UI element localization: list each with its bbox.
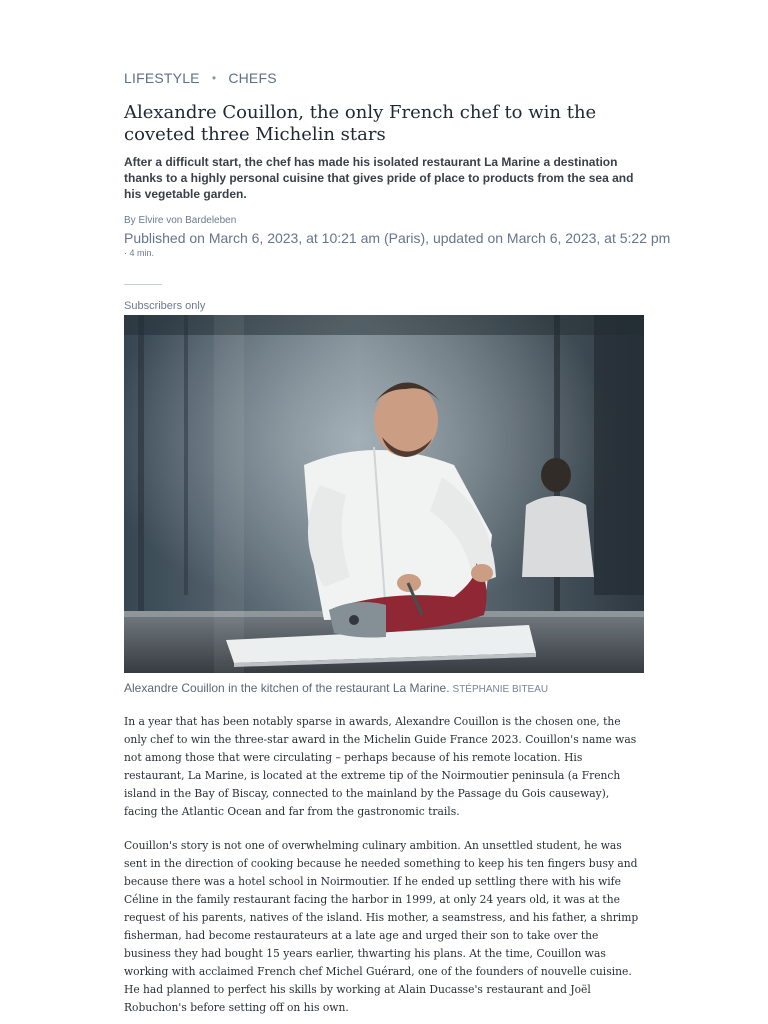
article-paragraph-1: In a year that has been notably sparse in awards, Alexandre Couillon is the chosen one, the only chef to win the three-star award in the Michelin Guide France 2023. Couillon's name was not among those that were circulating – perhaps because of his remote location. His restaurant, La Marine, is located at the extreme tip of the Noirmoutier peninsula (a French island in the Bay of Biscay, connected to the mainland by the Passage du Gois causeway), facing the Atlantic Ocean and far from the gastronomic trails. <box>124 715 637 818</box>
article-headline: Alexandre Couillon, the only French chef to win the coveted three Michelin stars <box>124 102 597 145</box>
article-photo <box>124 315 644 673</box>
publication-date: Published on March 6, 2023, at 10:21 am (Paris), updated on March 6, 2023, at 5:22 pm <box>124 230 671 246</box>
caption-text: Alexandre Couillon in the kitchen of the restaurant La Marine. <box>124 681 450 695</box>
chef-photo-illustration <box>124 315 644 673</box>
author-link[interactable]: Elvire von Bardeleben <box>138 215 237 226</box>
byline-prefix: By <box>124 215 139 226</box>
breadcrumb-separator-icon: • <box>211 71 217 85</box>
breadcrumb-chefs-link[interactable]: CHEFS <box>228 70 277 86</box>
byline <box>124 215 236 226</box>
read-time: · 4 min. <box>124 248 155 258</box>
subscribers-only-label: Subscribers only <box>124 300 206 312</box>
article-lead: After a difficult start, the chef has made his isolated restaurant La Marine a destination thanks to a highly personal cuisine that gives pride of place to products from the sea and his vegetable garden. <box>124 155 634 201</box>
photo-credit: STÉPHANIE BITEAU <box>452 684 549 695</box>
divider <box>124 284 162 285</box>
photo-caption <box>124 681 644 695</box>
breadcrumb-lifestyle-link[interactable]: LIFESTYLE <box>124 70 200 86</box>
article-paragraph-2: Couillon's story is not one of overwhelming culinary ambition. An unsettled student, he was sent in the direction of cooking because he needed something to keep his ten fingers busy and because there was a hotel school in Noirmoutier. If he ended up settling there with his wife Céline in the family restaurant facing the harbor in 1999, at only 24 years old, it was at the request of his parents, natives of the island. His mother, a seamstress, and his father, a shrimp fisherman, had become restaurateurs at a late age and urged their son to take over the business they had bought 15 years earlier, thwarting his plans. At the time, Couillon was working with acclaimed French chef Michel Guérard, one of the founders of nouvelle cuisine. He had planned to perfect his skills by working at Alain Ducasse's restaurant and Joël Robuchon's before setting off on his own. <box>124 839 639 1014</box>
breadcrumb <box>124 70 277 86</box>
